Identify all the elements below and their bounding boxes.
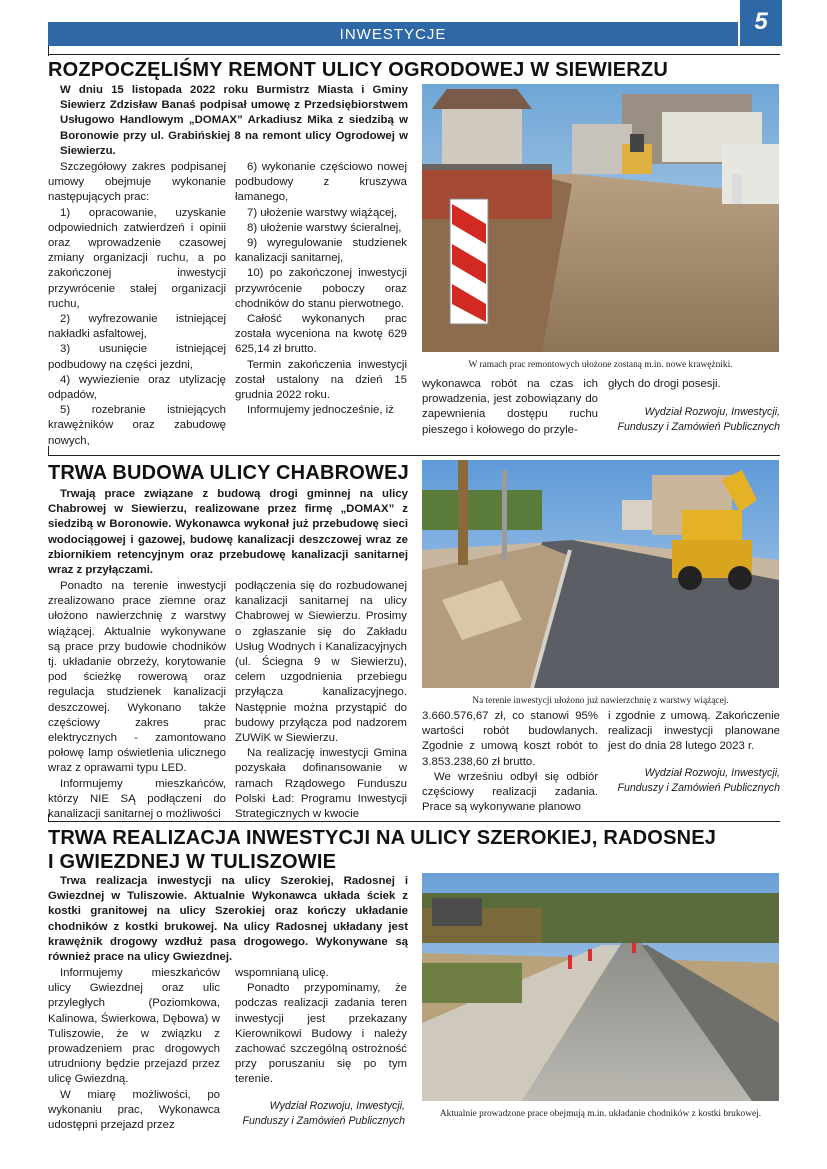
article-1-caption: W ramach prac remontowych ułożone zostaną m.in. nowe krawężniki.	[468, 360, 733, 370]
signature-line: Wydział Rozwoju, Inwestycji,	[269, 1100, 405, 1112]
paragraph: 8) ułożenie warstwy ścieralnej,	[247, 221, 402, 234]
paragraph: 10) po zakończonej inwestycji przywrócenie poboczy oraz chodników do stanu pierwotnego.	[235, 267, 407, 310]
paragraph: 3.660.576,67 zł, co stanowi 95% wartości robót budowlanych. Zgodnie z umową koszt robót to 3.853.238,60 zł brutto.	[422, 710, 598, 768]
article-3-photo	[422, 873, 779, 1101]
paragraph: Termin zakończenia inwestycji został ustalony na dzień 15 grudnia 2022 roku.	[235, 358, 407, 402]
article-3-signature	[225, 1099, 405, 1128]
paragraph: 2) wyfrezowanie istniejącej nakładki asfaltowej,	[48, 313, 226, 341]
article-1-column-1	[48, 160, 226, 449]
paragraph: Informujemy mieszkańców, którzy NIE SĄ podłączeni do kanalizacji sanitarnej o możliwości	[48, 777, 226, 821]
signature-line: Funduszy i Zamówień Publicznych	[617, 420, 780, 433]
paragraph: 1) opracowanie, uzyskanie odpowiednich zatwierdzeń i opinii oraz wprowadzenie czasowej zmiany organizacji ruchu, a po zakończonej inwestycji przywrócenie stałej organizacji ruchu,	[48, 206, 226, 310]
article-1-column-3	[422, 377, 598, 438]
page-number: 5	[754, 8, 768, 35]
paragraph: wykonawca robót na czas ich prowadzenia, jest zobowiązany do zapewnienia dostępu ruchu pieszego i kołowego do przyle-	[422, 378, 598, 436]
article-divider	[48, 814, 49, 822]
paragraph: podłączenia się do rozbudowanej kanalizacji sanitarnej na ulicy Chabrowej w Siewierzu. Prosimy o zgłaszanie się do Zakładu Usług Wodnych i Kanalizacyjnych (ul. Ściegna 9 w Siewierzu), celem uzgodnienia przebiegu przyłącza kanalizacyjnego. Następnie można przystąpić do budowy przyłącza pod nadzorem ZUWiK w Siewierzu.	[235, 580, 407, 745]
paragraph: i zgodnie z umową. Zakończenie realizacji inwestycji planowane jest do dnia 28 lutego 2023 r.	[608, 710, 780, 753]
article-3-column-1	[48, 966, 220, 1133]
article-3-title-line-1: TRWA REALIZACJA INWESTYCJI NA ULICY SZEROKIEJ, RADOSNEJ	[48, 827, 717, 849]
article-1-column-2	[235, 160, 407, 418]
article-2-signature	[600, 766, 780, 795]
article-2-lead: Trwają prace związane z budową drogi gminnej na ulicy Chabrowej w Siewierzu, realizowane przez firmę „DOMAX” z siedzibą w Boronowie. Wykonawca wykonał już przebudowę sieci wodociągowej i gazowej, budowę kanalizacji deszczowej wraz ze zbiornikiem retencyjnym oraz przebudowę kanalizacji sanitarnej wraz z przyłączami.	[48, 488, 408, 577]
article-3-caption: Aktualnie prowadzone prace obejmują m.in. układanie chodników z kostki brukowej.	[439, 1109, 762, 1119]
paragraph: Informujemy mieszkańców ulicy Gwiezdnej oraz ulic przyległych (Poziomkowa, Kalinowa, Świerkowa, Dębowa) w Tuliszowie, że w związku z prowadzeniem prac drogowych utrudniony będzie przejazd przez ulicę Gwiezdną.	[48, 967, 220, 1086]
paragraph: Szczegółowy zakres podpisanej umowy obejmuje wykonanie następujących prac:	[48, 161, 226, 204]
paragraph: 9) wyregulowanie studzienek kanalizacji sanitarnej,	[235, 237, 407, 265]
signature-line: Funduszy i Zamówień Publicznych	[242, 1114, 405, 1127]
article-divider	[48, 446, 49, 456]
article-1-signature	[600, 405, 780, 434]
paragraph: Ponadto przypominamy, że podczas realizacji zadania teren inwestycji jest przekazany Kierownikowi Budowy i należy zachować szczególną ostrożność przy poruszaniu się po tym terenie.	[235, 982, 407, 1086]
paragraph: 5) rozebranie istniejących krawężników oraz zabudowę nowych,	[48, 404, 226, 447]
article-3-lead: Trwa realizacja inwestycji na ulicy Szerokiej, Radosnej i Gwiezdnej w Tuliszowie. Aktualnie Wykonawca układa ściek z kostki granitowej na ulicy Szerokiej oraz kończy układanie chodników z kostki brukowej. Na ulicy Radosnej układany jest krawężnik drogowy wzdłuż pasa drogowego. Wykonywane są również prace na ulicy Gwiezdnej.	[48, 875, 408, 964]
article-2-title: TRWA BUDOWA ULICY CHABROWEJ	[48, 462, 409, 484]
paragraph: wspomnianą ulicę.	[235, 967, 329, 979]
section-title: INWESTYCJE	[339, 26, 447, 43]
paragraph: 4) wywiezienie oraz utylizację odpadów,	[48, 373, 226, 402]
signature-line: Wydział Rozwoju, Inwestycji,	[644, 406, 780, 418]
paragraph: Informujemy jednocześnie, iż	[247, 404, 394, 417]
article-divider	[48, 455, 780, 456]
article-3-title-line-2: I GWIEZDNEJ W TULISZOWIE	[48, 851, 337, 873]
signature-line: Wydział Rozwoju, Inwestycji,	[644, 767, 780, 779]
paragraph: We wrześniu odbył się odbiór częściowy realizacji zadania. Prace są wykonywane planowo	[422, 770, 598, 814]
section-divider	[48, 54, 780, 55]
article-2-column-1	[48, 579, 226, 822]
article-divider	[48, 821, 780, 822]
article-1-title: ROZPOCZĘLIŚMY REMONT ULICY OGRODOWEJ W SIEWIERZU	[48, 59, 668, 81]
paragraph: W miarę możliwości, po wykonaniu prac, Wykonawca udostępni przejazd przez	[48, 1088, 220, 1132]
article-1-photo	[422, 84, 779, 352]
article-2-photo	[422, 460, 779, 688]
paragraph: głych do drogi posesji.	[608, 378, 721, 390]
paragraph: Na realizację inwestycji Gmina pozyskała dofinansowanie w ramach Rządowego Funduszu Polski Ład: Programu Inwestycji Strategicznych w kwocie	[235, 747, 407, 821]
article-1-lead: W dniu 15 listopada 2022 roku Burmistrz Miasta i Gminy Siewierz Zdzisław Banaś podpisał umowę z Przedsiębiorstwem Usługowo Handlowym „DOMAX” Arkadiusz Mika z siedzibą w Boronowie przy ul. Grabińskiej 8 na remont ulicy Ogrodowej w Siewierzu.	[60, 84, 408, 157]
paragraph: 7) ułożenie warstwy wiążącej,	[247, 206, 398, 219]
article-2-column-4	[608, 709, 780, 755]
article-2-column-2	[235, 579, 407, 822]
paragraph: 6) wykonanie częściowo nowej podbudowy z kruszywa łamanego,	[235, 161, 407, 204]
signature-line: Funduszy i Zamówień Publicznych	[617, 781, 780, 794]
article-2-caption: Na terenie inwestycji ułożono już nawierzchnię z warstwy wiążącej.	[472, 696, 729, 706]
paragraph: Ponadto na terenie inwestycji zrealizowano prace ziemne oraz ułożono nawierzchnię z warstwy wiążącej. Aktualnie wykonywane są prace przy budowie chodników tj. układanie obrzeży, korytowanie pod ścieżkę rowerową oraz regulacja studzienek kanalizacji deszczowej. Wykonano także częściowy zakres prac elektrycznych - zamontowano połowę lamp oświetlenia ulicznego wraz z oprawami typu LED.	[48, 580, 226, 775]
article-2-column-3	[422, 709, 598, 815]
article-3-column-2	[235, 966, 407, 1088]
paragraph: Całość wykonanych prac została wyceniona na kwotę 629 625,14 zł brutto.	[235, 313, 407, 356]
paragraph: 3) usunięcie istniejącej podbudowy na części jezdni,	[48, 343, 226, 371]
article-1-column-4	[608, 377, 780, 392]
